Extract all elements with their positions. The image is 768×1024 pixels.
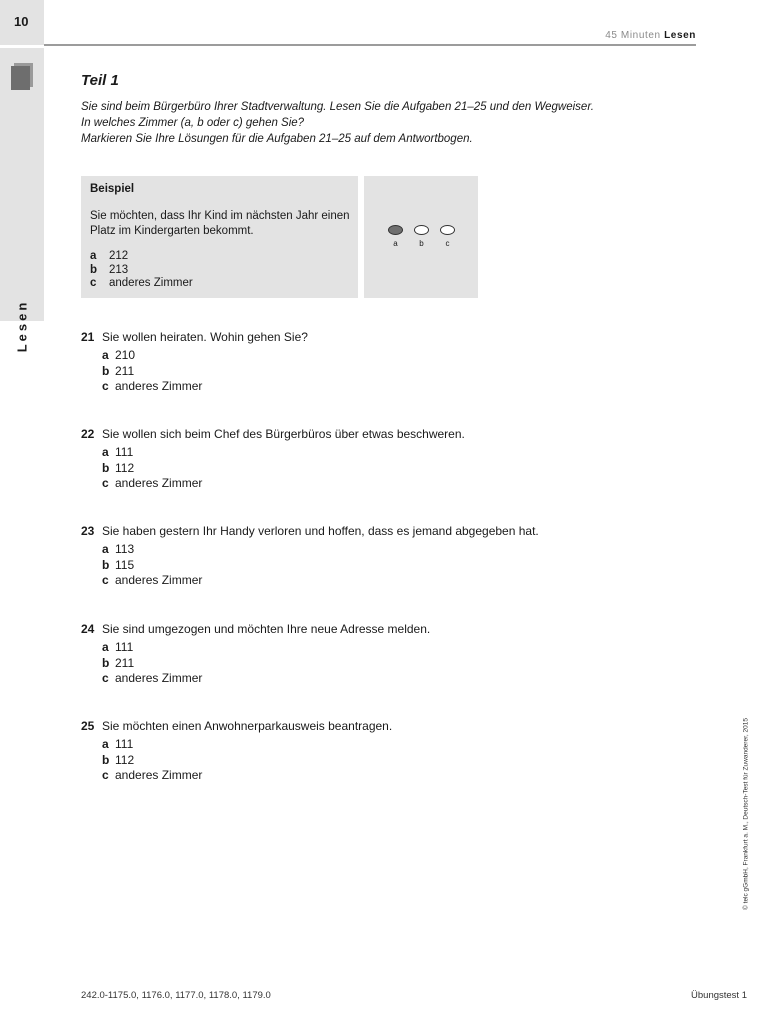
- option-text: 113: [115, 542, 135, 556]
- option-text: anderes Zimmer: [115, 573, 203, 587]
- option-b: [102, 656, 430, 672]
- example-option: [90, 264, 193, 278]
- question-22: [81, 427, 465, 492]
- option-c: [102, 671, 430, 687]
- option-text: anderes Zimmer: [115, 671, 203, 685]
- option-c: [102, 573, 539, 589]
- example-box: [81, 176, 358, 298]
- option-text: 111: [115, 445, 134, 459]
- option-letter: a: [102, 640, 109, 654]
- option-text: 112: [115, 460, 135, 475]
- option-letter: a: [102, 348, 109, 362]
- option-letter: a: [102, 542, 109, 556]
- option-a: [102, 737, 392, 753]
- question-number: 25: [81, 719, 95, 733]
- option-text: anderes Zimmer: [109, 277, 193, 289]
- example-options: [90, 250, 193, 291]
- part-title: Teil 1: [81, 72, 119, 89]
- question-25: [81, 719, 392, 784]
- option-letter: c: [102, 671, 109, 685]
- option-b: [102, 364, 308, 380]
- question-text: Sie wollen sich beim Chef des Bürgerbüros über etwas beschweren.: [102, 427, 465, 441]
- instruction-line: Sie sind beim Bürgerbüro Ihrer Stadtverwaltung. Lesen Sie die Aufgaben 21–25 und den Wegweiser.: [81, 101, 594, 113]
- header-section: Lesen: [664, 30, 696, 41]
- option-text: 211: [115, 655, 135, 670]
- bubble-label: c: [445, 239, 450, 248]
- instruction-line: In welches Zimmer (a, b oder c) gehen Sie?: [81, 117, 305, 129]
- option-text: 112: [115, 752, 135, 767]
- option-letter: a: [102, 737, 109, 751]
- section-label: Lesen: [14, 299, 30, 353]
- book-icon: [11, 63, 33, 90]
- question-number: 21: [81, 330, 95, 344]
- option-letter: a: [102, 445, 109, 459]
- header-time: [605, 30, 696, 41]
- option-a: [102, 640, 430, 656]
- option-letter: b: [102, 363, 110, 378]
- answer-bubble-a: [388, 225, 403, 235]
- bubble-label: b: [419, 239, 424, 248]
- option-text: 111: [115, 737, 134, 751]
- option-c: [102, 768, 392, 784]
- option-a: [102, 348, 308, 364]
- question-text: Sie möchten einen Anwohnerparkausweis beantragen.: [102, 719, 393, 733]
- example-question: Sie möchten, dass Ihr Kind im nächsten Jahr einen Platz im Kindergarten bekommt.: [90, 210, 350, 237]
- header-time-prefix: 45 Minuten: [605, 30, 661, 41]
- example-title: Beispiel: [90, 183, 135, 195]
- option-letter: c: [102, 379, 109, 393]
- option-letter: c: [102, 573, 109, 587]
- option-text: 211: [115, 363, 135, 378]
- option-text: anderes Zimmer: [115, 379, 203, 393]
- question-24: [81, 622, 430, 687]
- bubble-label: a: [393, 239, 398, 248]
- option-letter: b: [90, 263, 98, 276]
- option-a: [102, 445, 465, 461]
- question-number: 24: [81, 622, 95, 636]
- instructions: [81, 99, 681, 147]
- example-option: [90, 277, 193, 291]
- option-text: anderes Zimmer: [115, 476, 203, 490]
- option-b: [102, 461, 465, 477]
- option-text: 115: [115, 557, 135, 572]
- option-text: 210: [115, 348, 136, 362]
- option-text: anderes Zimmer: [115, 768, 203, 782]
- header-divider: [44, 44, 696, 46]
- option-letter: a: [90, 250, 97, 262]
- footer-code: 242.0-1175.0, 1176.0, 1177.0, 1178.0, 1179.0: [81, 990, 271, 1001]
- question-text: Sie wollen heiraten. Wohin gehen Sie?: [102, 330, 308, 344]
- answer-bubble-b: [414, 225, 429, 235]
- question-21: [81, 330, 308, 395]
- option-b: [102, 753, 392, 769]
- answer-bubble-c: [440, 225, 455, 235]
- question-text: Sie haben gestern Ihr Handy verloren und hoffen, dass es jemand abgegeben hat.: [102, 524, 539, 538]
- question-number: 22: [81, 427, 95, 441]
- option-c: [102, 379, 308, 395]
- option-letter: c: [90, 277, 97, 289]
- question-text: Sie sind umgezogen und möchten Ihre neue Adresse melden.: [102, 622, 431, 636]
- footer-test-name: Übungstest 1: [691, 990, 747, 1001]
- option-text: 212: [109, 250, 129, 262]
- option-letter: b: [102, 752, 110, 767]
- option-letter: c: [102, 476, 109, 490]
- option-letter: b: [102, 655, 110, 670]
- example-option: [90, 250, 193, 264]
- option-a: [102, 542, 539, 558]
- copyright-notice: © telc gGmbH, Frankfurt a. M., Deutsch-Test für Zuwanderer, 2015: [742, 718, 750, 910]
- page-number-tab: [0, 0, 44, 45]
- page-number: 10: [14, 14, 29, 29]
- option-text: 111: [115, 640, 134, 654]
- example-answer-box: [364, 176, 478, 298]
- option-c: [102, 476, 465, 492]
- question-23: [81, 524, 539, 589]
- option-text: 213: [109, 263, 129, 276]
- option-b: [102, 558, 539, 574]
- option-letter: b: [102, 460, 110, 475]
- question-number: 23: [81, 524, 95, 538]
- option-letter: c: [102, 768, 109, 782]
- instruction-line: Markieren Sie Ihre Lösungen für die Aufgaben 21–25 auf dem Antwortbogen.: [81, 133, 473, 145]
- option-letter: b: [102, 557, 110, 572]
- section-tab: [0, 48, 44, 353]
